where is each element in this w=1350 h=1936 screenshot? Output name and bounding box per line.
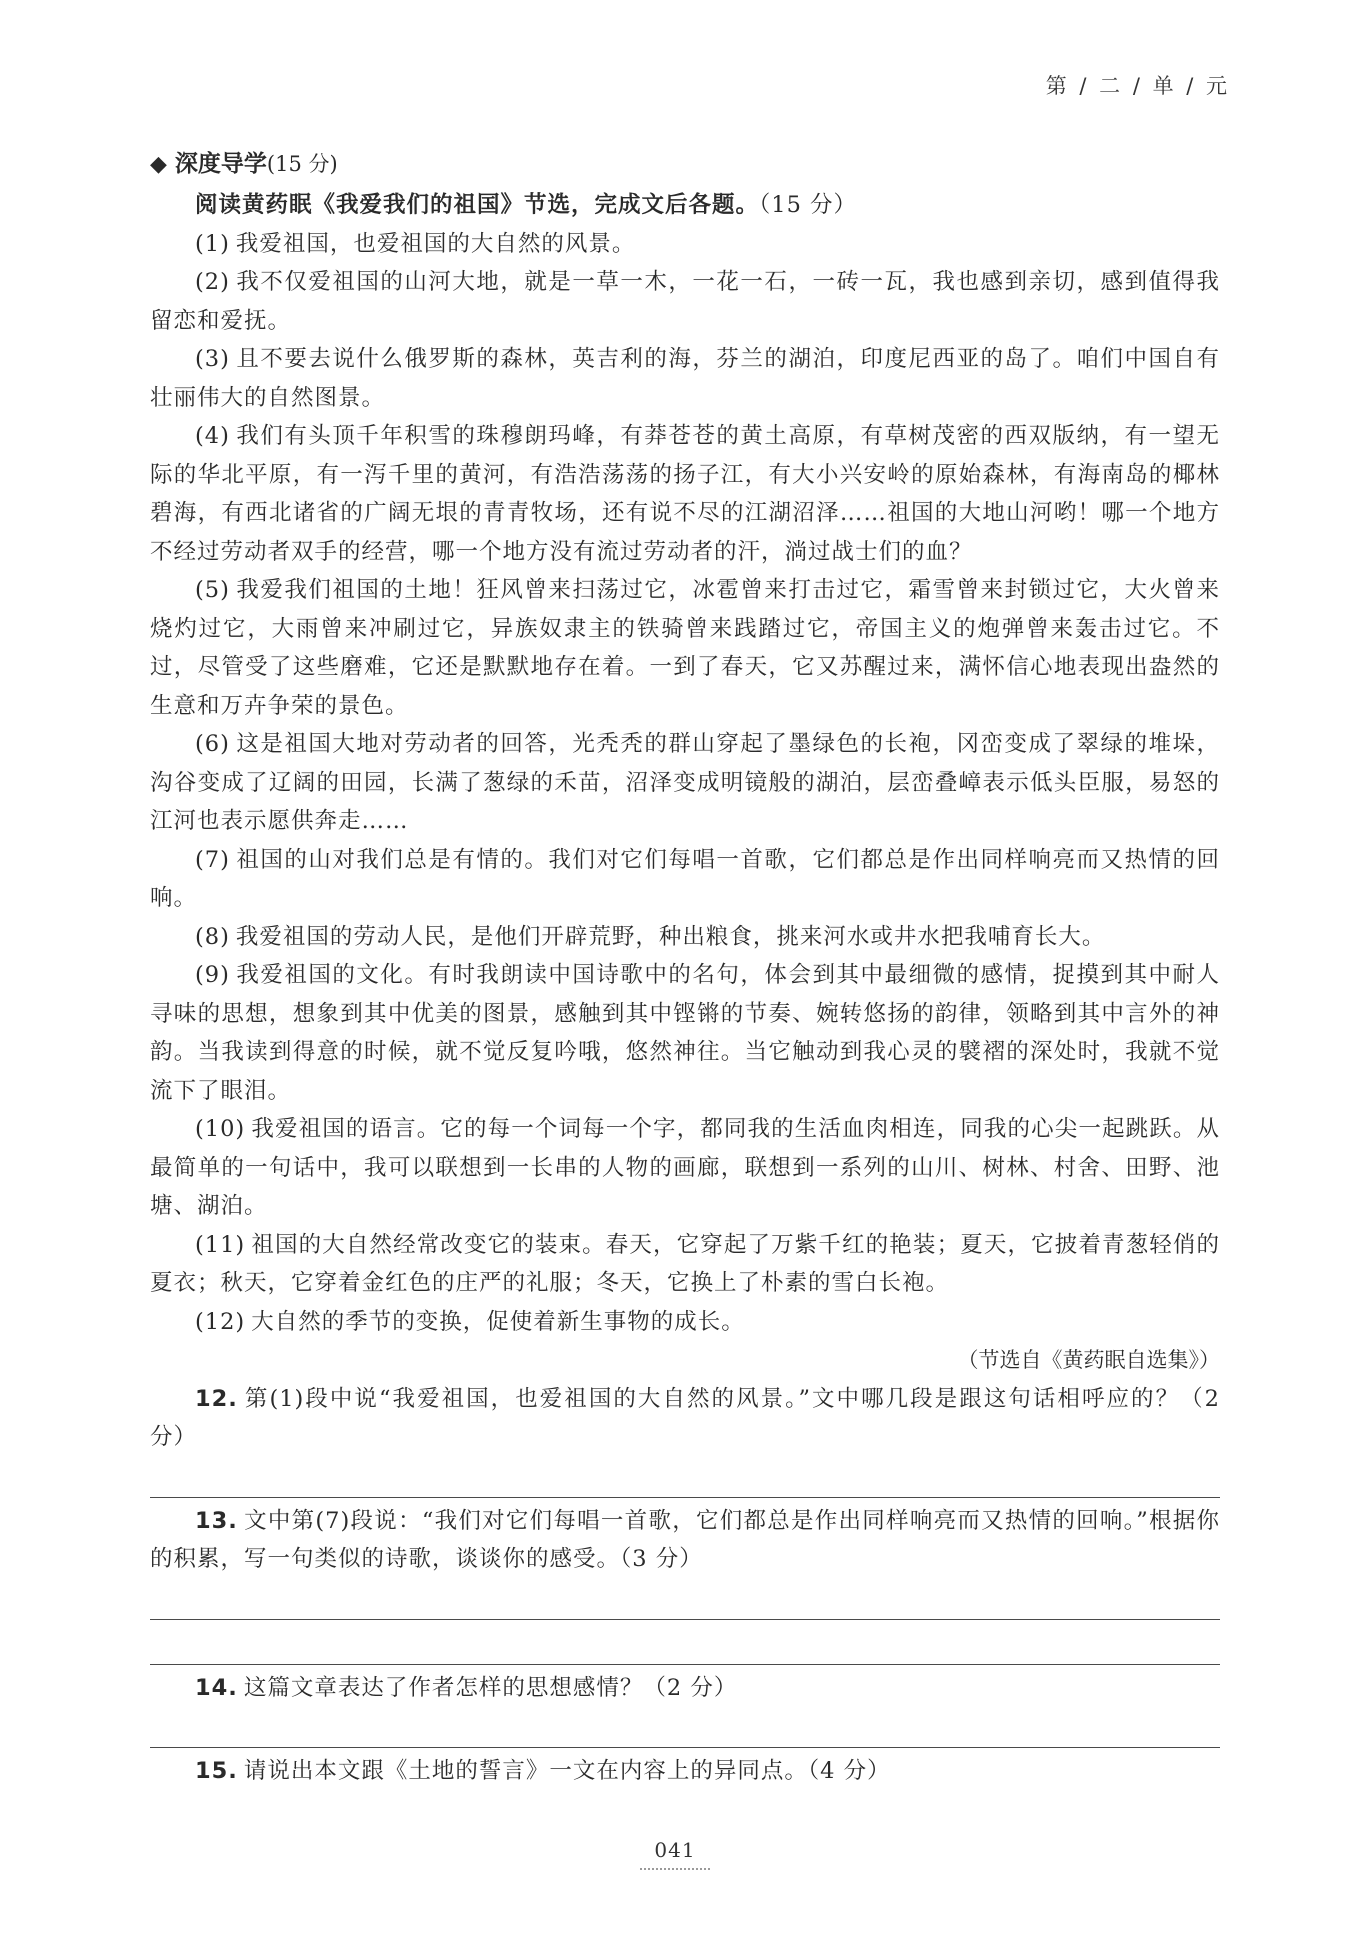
- passage-paragraph-10: [150, 1110, 1220, 1226]
- question-15: [150, 1752, 1220, 1791]
- question-text: 第(1)段中说“我爱祖国，也爱祖国的大自然的风景。”文中哪几段是跟这句话相呼应的？（2 分）: [150, 1385, 1220, 1450]
- section-heading: [150, 142, 1220, 186]
- question-text: 这篇文章表达了作者怎样的思想感情？（2 分）: [243, 1674, 738, 1701]
- question-13: [150, 1502, 1220, 1579]
- paragraph-number: (12): [195, 1308, 246, 1335]
- passage-source: （节选自《黄药眠自选集》）: [957, 1348, 1220, 1372]
- paragraph-text: 我爱我们祖国的土地！狂风曾来扫荡过它，冰雹曾来打击过它，霜雪曾来封锁过它，大火曾来烧灼过它，大雨曾来冲刷过它，异族奴隶主的铁骑曾来践踏过它，帝国主义的炮弹曾来轰击过它。不过，尽管受了这些磨难，它还是默默地存在着。一到了春天，它又苏醒过来，满怀信心地表现出盎然的生意和万卉争荣的景色。: [150, 577, 1220, 719]
- passage-paragraph-9: [150, 956, 1220, 1110]
- paragraph-text: 我们有头顶千年积雪的珠穆朗玛峰，有莽苍苍的黄土高原，有草树茂密的西双版纳，有一望无际的华北平原，有一泻千里的黄河，有浩浩荡荡的扬子江，有大小兴安岭的原始森林，有海南岛的椰林碧海，有西北诸省的广阔无垠的青青牧场，还有说不尽的江湖沼泽……祖国的大地山河哟！哪一个地方不经过劳动者双手的经营，哪一个地方没有流过劳动者的汗，淌过战士们的血？: [150, 423, 1220, 565]
- paragraph-text: 我不仅爱祖国的山河大地，就是一草一木，一花一石，一砖一瓦，我也感到亲切，感到值得我留恋和爱抚。: [150, 269, 1220, 334]
- passage-paragraph-12: [150, 1303, 1220, 1342]
- question-12: [150, 1380, 1220, 1457]
- passage-paragraph-1: [150, 225, 1220, 264]
- page-content: [150, 142, 1220, 1791]
- page-number: 041: [640, 1838, 710, 1870]
- passage-paragraph-5: [150, 571, 1220, 725]
- question-number: 13.: [195, 1507, 238, 1534]
- question-number: 15.: [195, 1758, 238, 1784]
- page-footer: [0, 1838, 1350, 1870]
- unit-header: 第 / 二 / 单 / 元: [1045, 74, 1230, 98]
- paragraph-number: (4): [195, 423, 230, 449]
- passage-paragraph-3: [150, 340, 1220, 417]
- paragraph-number: (11): [195, 1231, 246, 1258]
- passage-paragraph-2: [150, 263, 1220, 340]
- section-title: 深度导学: [174, 151, 267, 177]
- question-number: 14.: [195, 1674, 238, 1701]
- paragraph-text: 我爱祖国的语言。它的每一个词每一个字，都同我的生活血肉相连，同我的心尖一起跳跃。从最简单的一句话中，我可以联想到一长串的人物的画廊，联想到一系列的山川、树林、村舍、田野、池塘、湖泊。: [150, 1116, 1220, 1219]
- paragraph-number: (3): [195, 346, 230, 372]
- paragraph-text: 大自然的季节的变换，促使着新生事物的成长。: [251, 1308, 745, 1335]
- paragraph-text: 我爱祖国的文化。有时我朗读中国诗歌中的名句，体会到其中最细微的感情，捉摸到其中耐人寻味的思想，想象到其中优美的图景，感触到其中铿锵的节奏、婉转悠扬的韵律，领略到其中言外的神韵。当我读到得意的时候，就不觉反复吟哦，悠然神往。当它触动到我心灵的襞褶的深处时，我就不觉流下了眼泪。: [150, 962, 1220, 1104]
- passage-paragraph-7: [150, 841, 1220, 918]
- paragraph-number: (1): [195, 230, 230, 257]
- section-points: (15 分): [266, 152, 338, 176]
- question-number: 12.: [195, 1385, 238, 1412]
- paragraph-text: 祖国的大自然经常改变它的装束。春天，它穿起了万紫千红的艳装；夏天，它披着青葱轻俏的夏衣；秋天，它穿着金红色的庄严的礼服；冬天，它换上了朴素的雪白长袍。: [150, 1231, 1220, 1296]
- paragraph-number: (7): [195, 846, 230, 873]
- paragraph-text: 且不要去说什么俄罗斯的森林，英吉利的海，芬兰的湖泊，印度尼西亚的岛了。咱们中国自有壮丽伟大的自然图景。: [150, 346, 1220, 411]
- paragraph-number: (6): [195, 731, 230, 757]
- paragraph-number: (8): [195, 923, 230, 950]
- paragraph-number: (5): [195, 577, 230, 603]
- paragraph-text: 我爱祖国的劳动人民，是他们开辟荒野，种出粮食，挑来河水或井水把我哺育长大。: [235, 923, 1106, 950]
- instruction-points: （15 分）: [759, 192, 858, 218]
- instruction-text: 阅读黄药眠《我爱我们的祖国》节选，完成文后各题。: [195, 192, 760, 218]
- question-14: [150, 1669, 1220, 1708]
- paragraph-number: (9): [195, 962, 230, 988]
- answer-line-q13-1[interactable]: [150, 1579, 1220, 1620]
- paragraph-number: (10): [195, 1116, 246, 1142]
- paragraph-text: 祖国的山对我们总是有情的。我们对它们每唱一首歌，它们都总是作出同样响亮而又热情的回响。: [150, 846, 1220, 911]
- question-text: 请说出本文跟《土地的誓言》一文在内容上的异同点。（4 分）: [243, 1758, 891, 1784]
- paragraph-text: 我爱祖国，也爱祖国的大自然的风景。: [235, 230, 636, 257]
- passage-paragraph-11: [150, 1226, 1220, 1303]
- passage-paragraph-8: [150, 918, 1220, 957]
- answer-line-q13-2[interactable]: [150, 1624, 1220, 1665]
- paragraph-text: 这是祖国大地对劳动者的回答，光秃秃的群山穿起了墨绿色的长袍，冈峦变成了翠绿的堆垛，沟谷变成了辽阔的田园，长满了葱绿的禾苗，沼泽变成明镜般的湖泊，层峦叠嶂表示低头臣服，易怒的江河也表示愿供奔走……: [150, 731, 1220, 834]
- diamond-icon: ◆: [150, 152, 167, 177]
- answer-line-q12[interactable]: [150, 1457, 1220, 1498]
- instruction: [150, 186, 1220, 225]
- answer-line-q14[interactable]: [150, 1707, 1220, 1748]
- passage-paragraph-4: [150, 417, 1220, 571]
- passage-paragraph-6: [150, 725, 1220, 841]
- paragraph-number: (2): [195, 269, 230, 295]
- question-text: 文中第(7)段说：“我们对它们每唱一首歌，它们都总是作出同样响亮而又热情的回响。”根据你的积累，写一句类似的诗歌，谈谈你的感受。（3 分）: [150, 1507, 1220, 1572]
